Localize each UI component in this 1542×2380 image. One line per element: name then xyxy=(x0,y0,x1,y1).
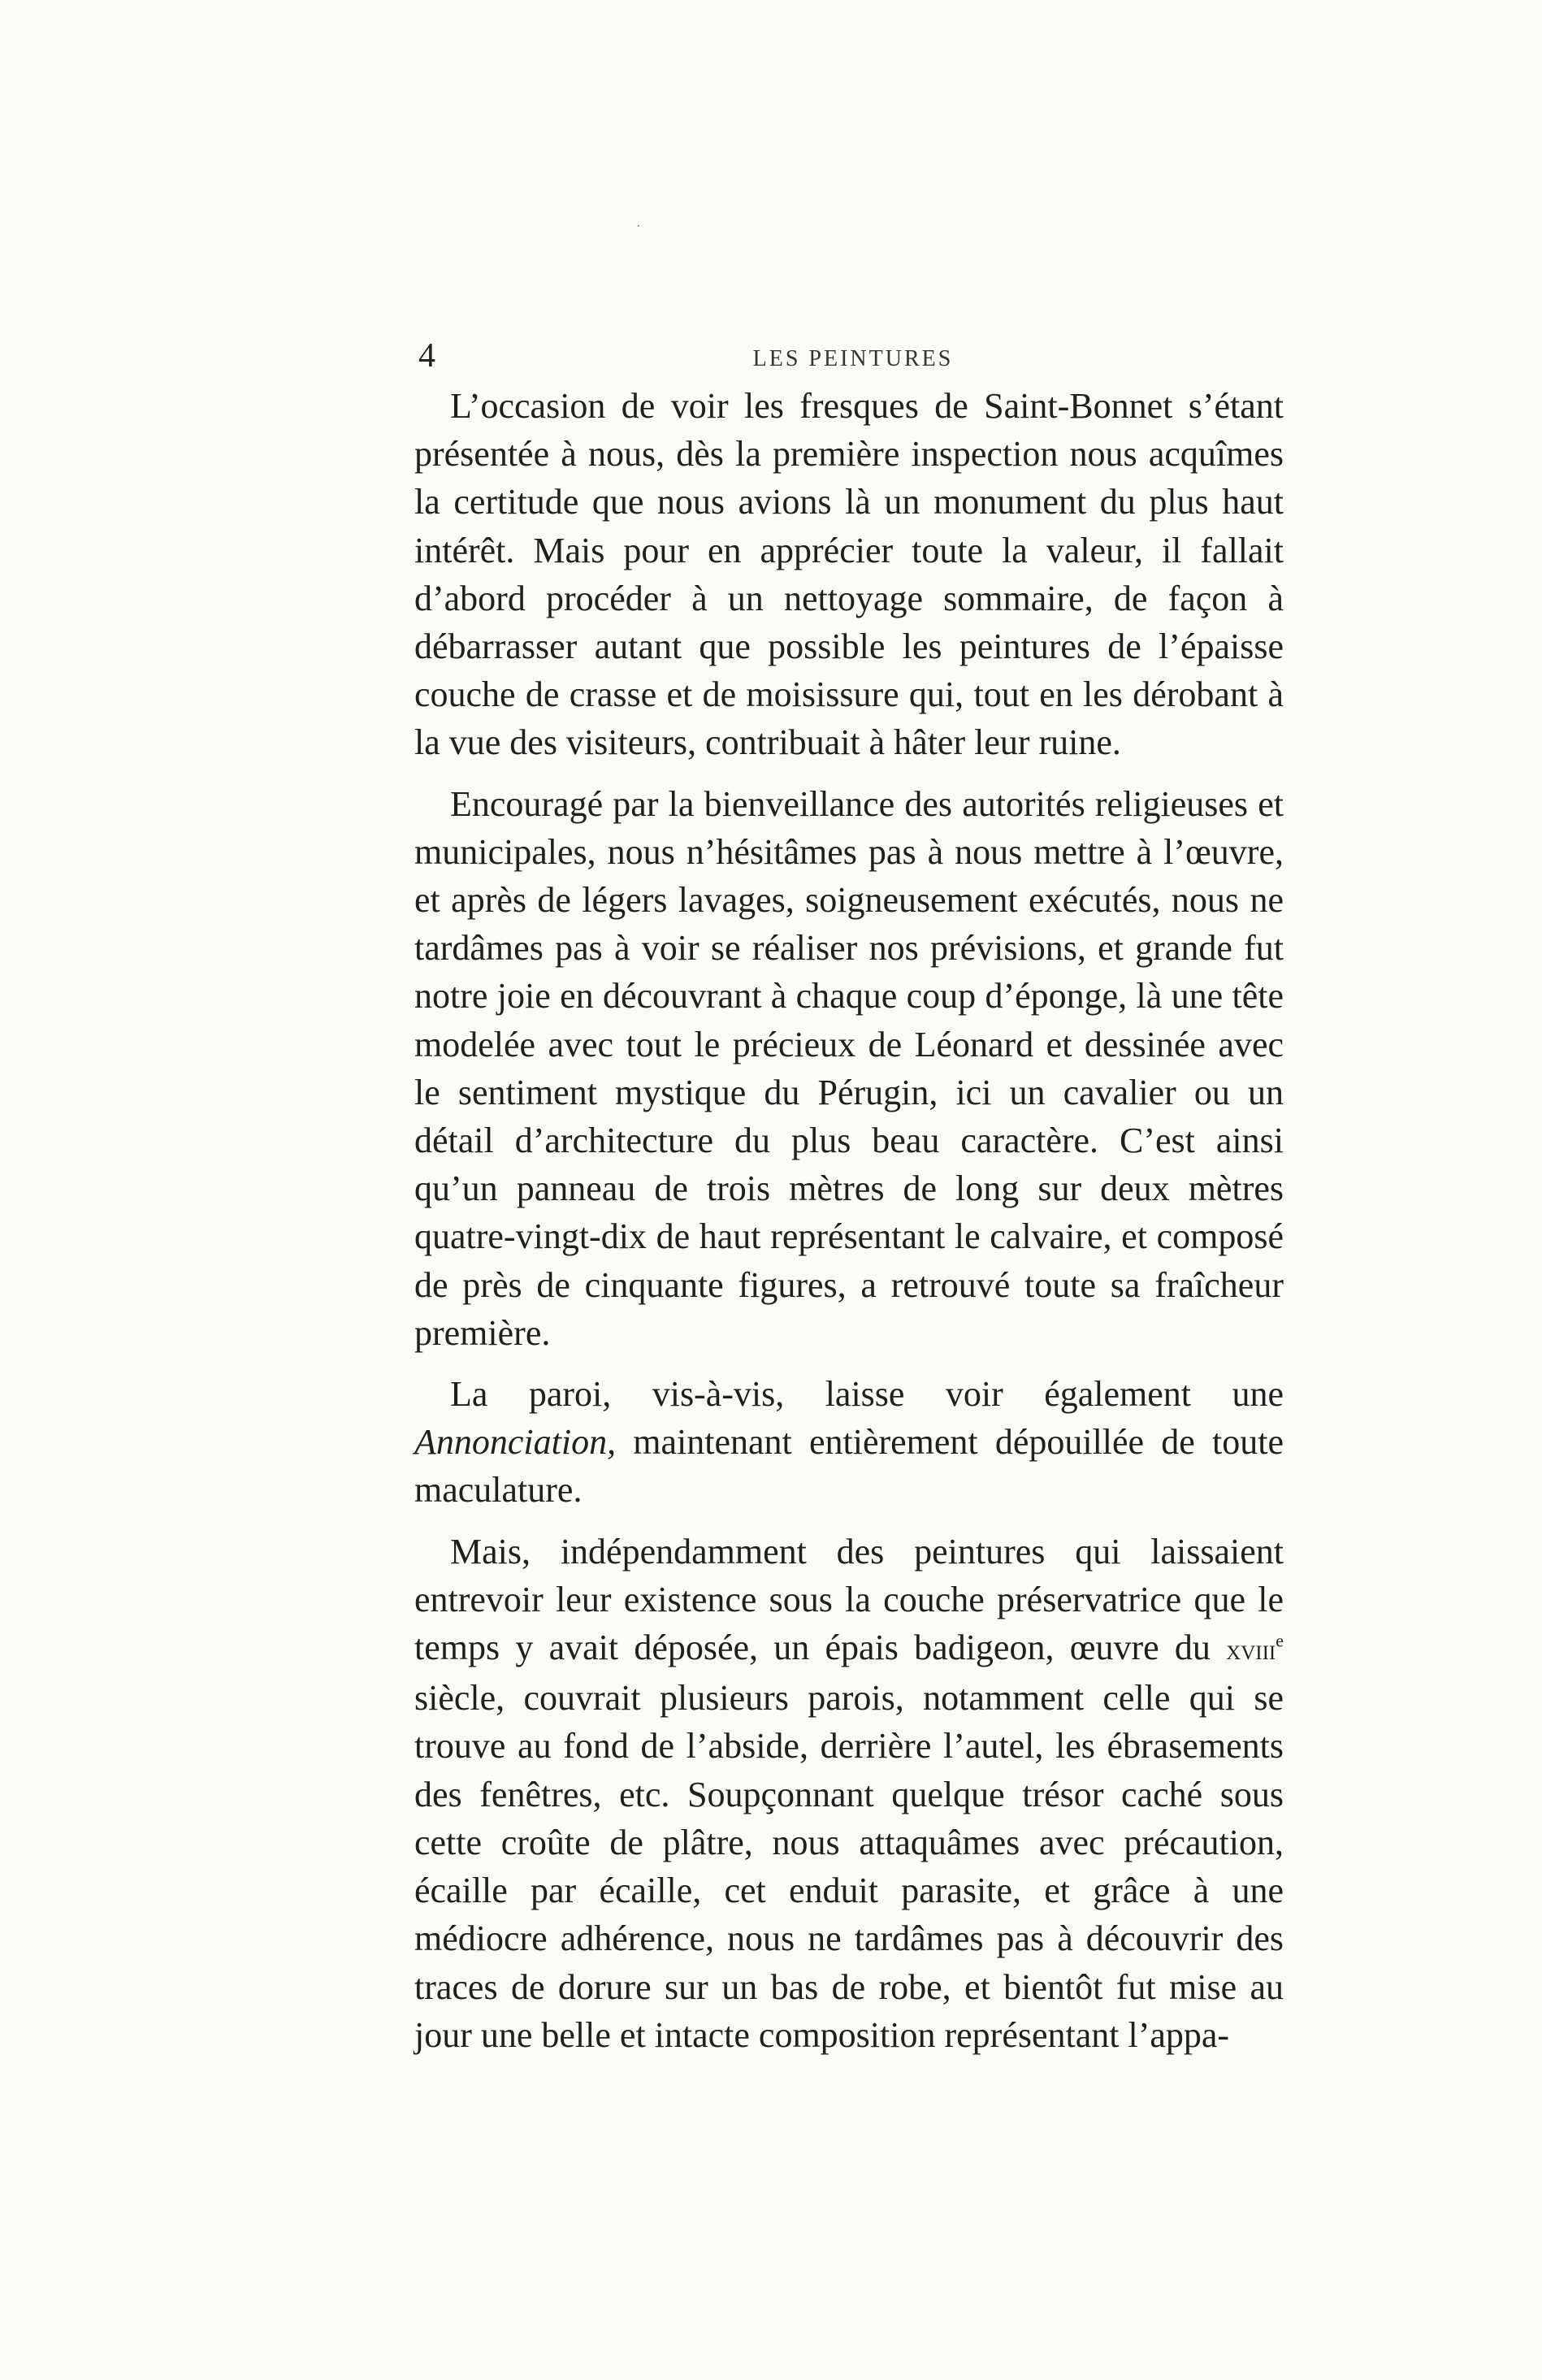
paragraph-4-text-start: Mais, indépendamment des peintures qui laissaient entrevoir leur existence sous la couche préservatrice que le temps y avait déposée, un épais badigeon, œuvre du xyxy=(414,1531,1284,1668)
body-text xyxy=(414,382,1284,2072)
paragraph-1: L’occasion de voir les fresques de Saint-Bonnet s’étant présentée à nous, dès la première inspection nous acquîmes la certitude que nous avions là un monument du plus haut intérêt. Mais pour en apprécier toute la valeur, il fallait d’abord procéder à un nettoyage sommaire, de façon à débarrasser autant que possible les peintures de l’épaisse couche de crasse et de moisissure qui, tout en les dérobant à la vue des visiteurs, contribuait à hâter leur ruine. xyxy=(414,386,1284,763)
page-header xyxy=(418,333,1288,382)
paragraph-2: Encouragé par la bienveillance des autorités religieuses et municipales, nous n’hésitâmes pas à nous mettre à l’œuvre, et après de légers lavages, soigneusement exécutés, nous ne tardâmes pas à voir se réaliser nos prévisions, et grande fut notre joie en découvrant à chaque coup d’éponge, là une tête modelée avec tout le précieux de Léonard et dessinée avec le sentiment mystique du Pérugin, ici un cavalier ou un détail d’architecture du plus beau caractère. C’est ainsi qu’un panneau de trois mètres de long sur deux mètres quatre-vingt-dix de haut représentant le calvaire, et composé de près de cinquante figures, a retrouvé toute sa fraîcheur première. xyxy=(414,783,1284,1353)
paragraph-3-text-end: maintenant entièrement dépouillée de toute maculature. xyxy=(414,1422,1284,1511)
paragraph-3-text-start: La paroi, vis-à-vis, laisse voir également une xyxy=(450,1374,1284,1415)
paragraph-3 xyxy=(414,1370,1284,1515)
running-title: LES PEINTURES xyxy=(752,346,954,371)
century-suffix: e xyxy=(1276,1630,1284,1651)
page-number: 4 xyxy=(418,337,435,375)
paragraph-4-text-end: siècle, couvrait plusieurs parois, notamment celle qui se trouve au fond de l’abside, derrière l’autel, les ébrasements des fenêtres, etc. Soupçonnant quelque trésor caché sous cette croûte de plâtre, nous attaquâmes avec précaution, écaille par écaille, cet enduit parasite, et grâce à une médiocre adhérence, nous ne tardâmes pas à découvrir des traces de dorure sur un bas de robe, et bientôt fut mise au jour une belle et intacte composition représentant l’appa- xyxy=(414,1678,1284,2055)
paragraph-4 xyxy=(414,1528,1284,2059)
annonciation-title: Annonciation, xyxy=(414,1422,617,1463)
century-numeral: xviii xyxy=(1226,1633,1276,1667)
paper-speck: · xyxy=(636,218,641,235)
